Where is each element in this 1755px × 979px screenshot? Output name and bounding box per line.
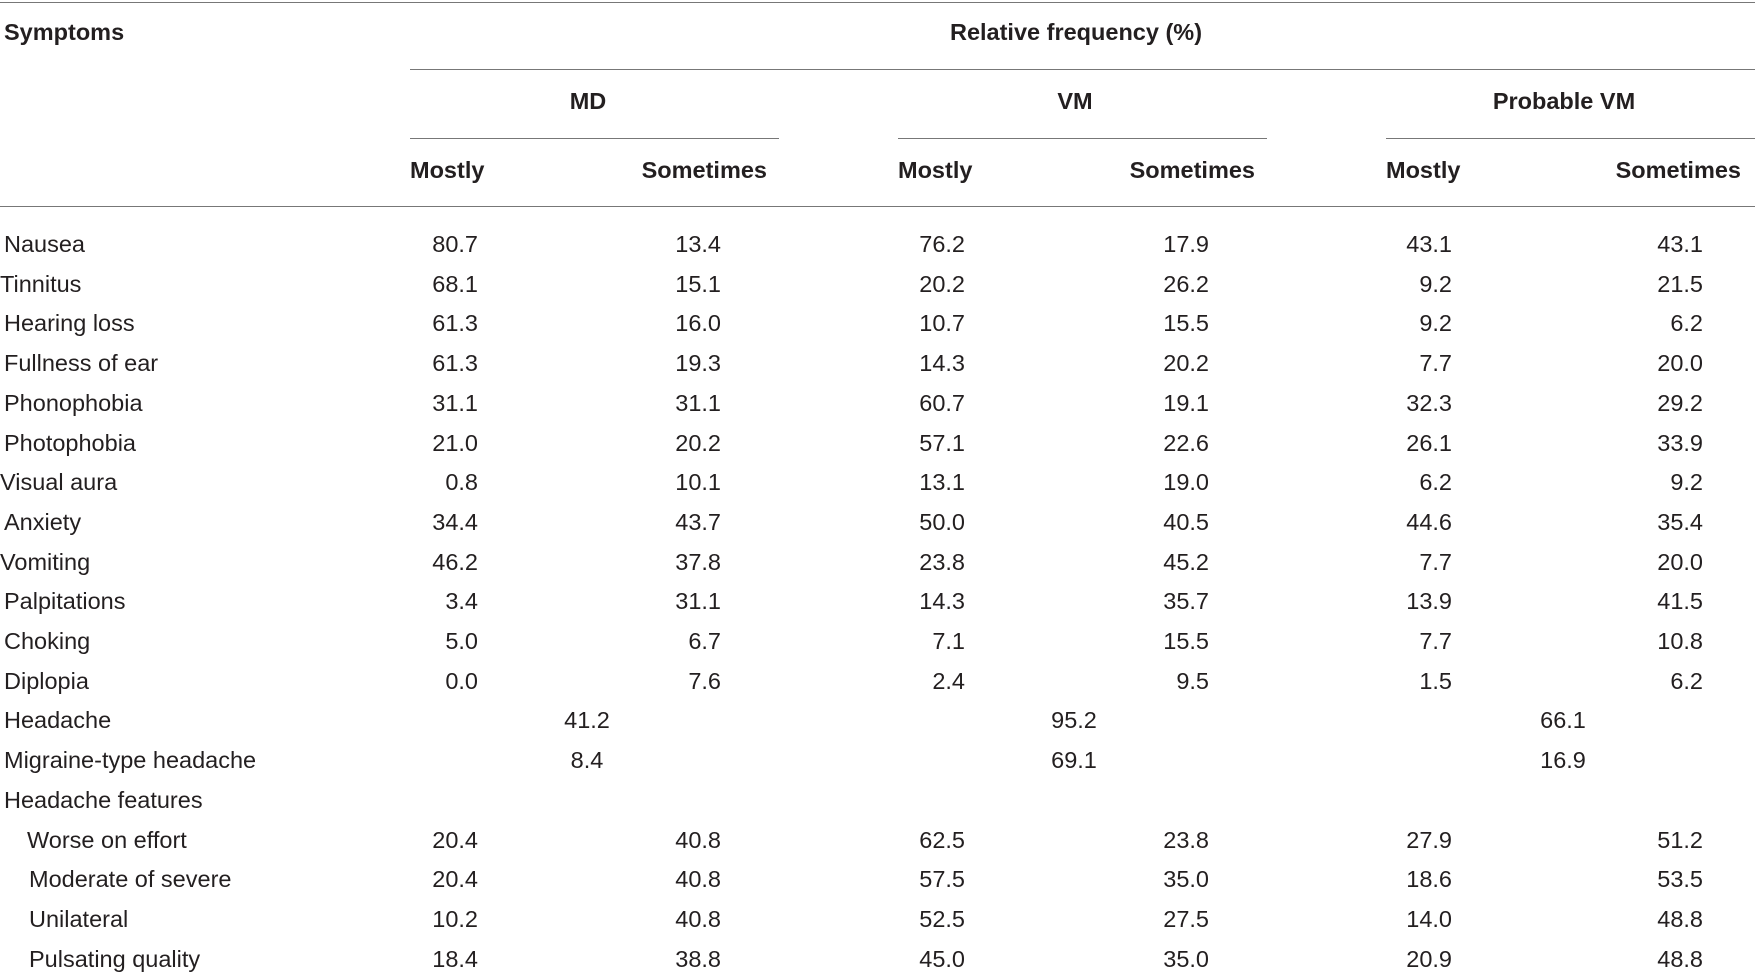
row-value: 43.7 (675, 508, 721, 535)
row-value: 40.5 (1163, 508, 1209, 535)
table-row (0, 502, 1755, 542)
row-label: Hearing loss (4, 310, 135, 337)
row-value: 61.3 (432, 350, 478, 377)
row-value: 27.9 (1406, 826, 1452, 853)
row-value: 0.0 (445, 667, 478, 694)
row-value: 48.8 (1657, 945, 1703, 972)
row-label: Photophobia (4, 429, 136, 456)
subheader-vm-sometimes: Sometimes (1129, 157, 1255, 183)
row-value: 34.4 (432, 508, 478, 535)
row-value: 14.3 (919, 588, 965, 615)
row-value: 27.5 (1163, 905, 1209, 932)
table-row (0, 621, 1755, 661)
row-value: 51.2 (1657, 826, 1703, 853)
vm-subheader-rule (898, 138, 1267, 139)
row-value: 21.0 (432, 429, 478, 456)
row-value: 3.4 (445, 588, 478, 615)
row-label: Pulsating quality (29, 945, 201, 972)
group-header-probable-vm: Probable VM (1492, 88, 1636, 114)
table-row-merged (0, 700, 1755, 740)
row-value: 80.7 (432, 231, 478, 257)
row-value: 9.2 (1670, 469, 1703, 496)
row-value: 7.6 (688, 667, 721, 694)
row-value: 6.7 (688, 628, 721, 654)
row-value: 20.4 (432, 866, 478, 893)
row-value: 6.2 (1670, 310, 1703, 337)
row-value: 26.1 (1406, 429, 1452, 456)
row-value: 9.2 (1419, 270, 1452, 297)
section-label: Headache features (4, 786, 203, 813)
row-label: Headache (4, 707, 112, 734)
table-row-merged (0, 740, 1755, 780)
table-row (0, 303, 1755, 343)
row-label: Visual aura (0, 469, 118, 496)
row-label: Fullness of ear (4, 350, 159, 377)
header-bottom-rule (0, 206, 1755, 207)
row-value: 17.9 (1163, 231, 1209, 257)
subheader-probable-vm-mostly: Mostly (1386, 157, 1461, 183)
row-value: 18.4 (432, 945, 478, 972)
row-value: 5.0 (445, 628, 478, 654)
relative-frequency-header: Relative frequency (%) (949, 19, 1203, 45)
row-value: 23.8 (1163, 826, 1209, 853)
row-value: 10.7 (919, 310, 965, 337)
row-value: 66.1 (1540, 707, 1586, 734)
row-value: 19.0 (1163, 469, 1209, 496)
subheader-md-sometimes: Sometimes (641, 157, 767, 183)
row-label: Unilateral (29, 905, 129, 932)
row-value: 20.0 (1657, 548, 1703, 575)
row-value: 26.2 (1163, 270, 1209, 297)
row-value: 21.5 (1657, 270, 1703, 297)
row-value: 15.1 (675, 270, 721, 297)
top-rule (0, 2, 1755, 3)
row-value: 61.3 (432, 310, 478, 337)
row-value: 7.1 (932, 628, 965, 654)
row-value: 16.9 (1540, 747, 1586, 774)
row-label: Tinnitus (0, 270, 82, 297)
row-value: 68.1 (432, 270, 478, 297)
row-value: 43.1 (1657, 231, 1703, 257)
row-value: 40.8 (675, 866, 721, 893)
row-value: 10.8 (1657, 628, 1703, 654)
row-value: 29.2 (1657, 389, 1703, 416)
row-value: 95.2 (1051, 707, 1097, 734)
row-label: Anxiety (4, 508, 82, 535)
row-value: 53.5 (1657, 866, 1703, 893)
row-value: 9.2 (1419, 310, 1452, 337)
row-value: 10.1 (675, 469, 721, 496)
row-value: 20.2 (1163, 350, 1209, 377)
table-row (0, 661, 1755, 701)
row-value: 41.2 (564, 707, 610, 734)
row-value: 16.0 (675, 310, 721, 337)
table-row-feature (0, 899, 1755, 939)
table-row (0, 224, 1755, 264)
row-label: Moderate of severe (29, 866, 232, 893)
table-row-feature (0, 859, 1755, 899)
row-label: Phonophobia (4, 389, 143, 416)
group-header-md: MD (569, 88, 607, 114)
row-value: 2.4 (932, 667, 965, 694)
row-value: 44.6 (1406, 508, 1452, 535)
row-value: 52.5 (919, 905, 965, 932)
row-value: 20.4 (432, 826, 478, 853)
row-value: 31.1 (675, 588, 721, 615)
table-row (0, 264, 1755, 304)
row-value: 48.8 (1657, 905, 1703, 932)
table-row (0, 423, 1755, 463)
row-value: 14.3 (919, 350, 965, 377)
md-subheader-rule (410, 138, 779, 139)
row-value: 31.1 (675, 389, 721, 416)
table-row (0, 383, 1755, 423)
table-row-feature (0, 939, 1755, 979)
row-value: 60.7 (919, 389, 965, 416)
row-value: 15.5 (1163, 310, 1209, 337)
table-row (0, 462, 1755, 502)
row-value: 40.8 (675, 826, 721, 853)
row-label: Palpitations (4, 588, 126, 615)
subheader-md-mostly: Mostly (410, 157, 485, 183)
row-value: 40.8 (675, 905, 721, 932)
row-value: 6.2 (1670, 667, 1703, 694)
row-value: 7.7 (1419, 350, 1452, 377)
row-value: 31.1 (432, 389, 478, 416)
row-value: 13.4 (675, 231, 721, 257)
row-value: 6.2 (1419, 469, 1452, 496)
row-value: 33.9 (1657, 429, 1703, 456)
row-value: 1.5 (1419, 667, 1452, 694)
row-value: 23.8 (919, 548, 965, 575)
row-value: 35.7 (1163, 588, 1209, 615)
row-value: 15.5 (1163, 628, 1209, 654)
row-value: 10.2 (432, 905, 478, 932)
row-value: 20.9 (1406, 945, 1452, 972)
row-value: 41.5 (1657, 588, 1703, 615)
row-label: Worse on effort (27, 826, 187, 853)
probable-vm-subheader-rule (1386, 138, 1755, 139)
row-value: 35.0 (1163, 945, 1209, 972)
row-value: 13.1 (919, 469, 965, 496)
row-value: 13.9 (1406, 588, 1452, 615)
table-row (0, 343, 1755, 383)
row-value: 62.5 (919, 826, 965, 853)
row-value: 45.2 (1163, 548, 1209, 575)
row-value: 45.0 (919, 945, 965, 972)
row-value: 19.1 (1163, 389, 1209, 416)
group-header-vm: VM (1057, 88, 1093, 114)
row-label: Vomiting (0, 548, 91, 575)
row-value: 57.5 (919, 866, 965, 893)
row-value: 32.3 (1406, 389, 1452, 416)
row-value: 37.8 (675, 548, 721, 575)
section-row (0, 780, 1755, 820)
row-value: 76.2 (919, 231, 965, 257)
table-row-feature (0, 820, 1755, 860)
table-row (0, 542, 1755, 582)
row-value: 22.6 (1163, 429, 1209, 456)
table-row (0, 581, 1755, 621)
subheader-probable-vm-sometimes: Sometimes (1615, 157, 1741, 183)
group-header-rule (410, 69, 1755, 70)
row-value: 35.4 (1657, 508, 1703, 535)
row-value: 18.6 (1406, 866, 1452, 893)
row-value: 20.0 (1657, 350, 1703, 377)
row-value: 69.1 (1051, 747, 1097, 774)
row-value: 20.2 (675, 429, 721, 456)
row-value: 35.0 (1163, 866, 1209, 893)
row-value: 9.5 (1176, 667, 1209, 694)
row-label: Choking (4, 628, 91, 654)
row-label: Diplopia (4, 667, 89, 694)
row-value: 50.0 (919, 508, 965, 535)
row-value: 43.1 (1406, 231, 1452, 257)
subheader-vm-mostly: Mostly (898, 157, 973, 183)
row-value: 20.2 (919, 270, 965, 297)
row-label: Nausea (4, 231, 85, 257)
row-value: 7.7 (1419, 628, 1452, 654)
row-value: 19.3 (675, 350, 721, 377)
row-value: 8.4 (570, 747, 604, 774)
row-label: Migraine-type headache (4, 747, 257, 774)
row-value: 7.7 (1419, 548, 1452, 575)
row-value: 38.8 (675, 945, 721, 972)
row-value: 57.1 (919, 429, 965, 456)
symptoms-column-header: Symptoms (4, 19, 125, 45)
row-value: 14.0 (1406, 905, 1452, 932)
row-value: 46.2 (432, 548, 478, 575)
row-value: 0.8 (445, 469, 478, 496)
